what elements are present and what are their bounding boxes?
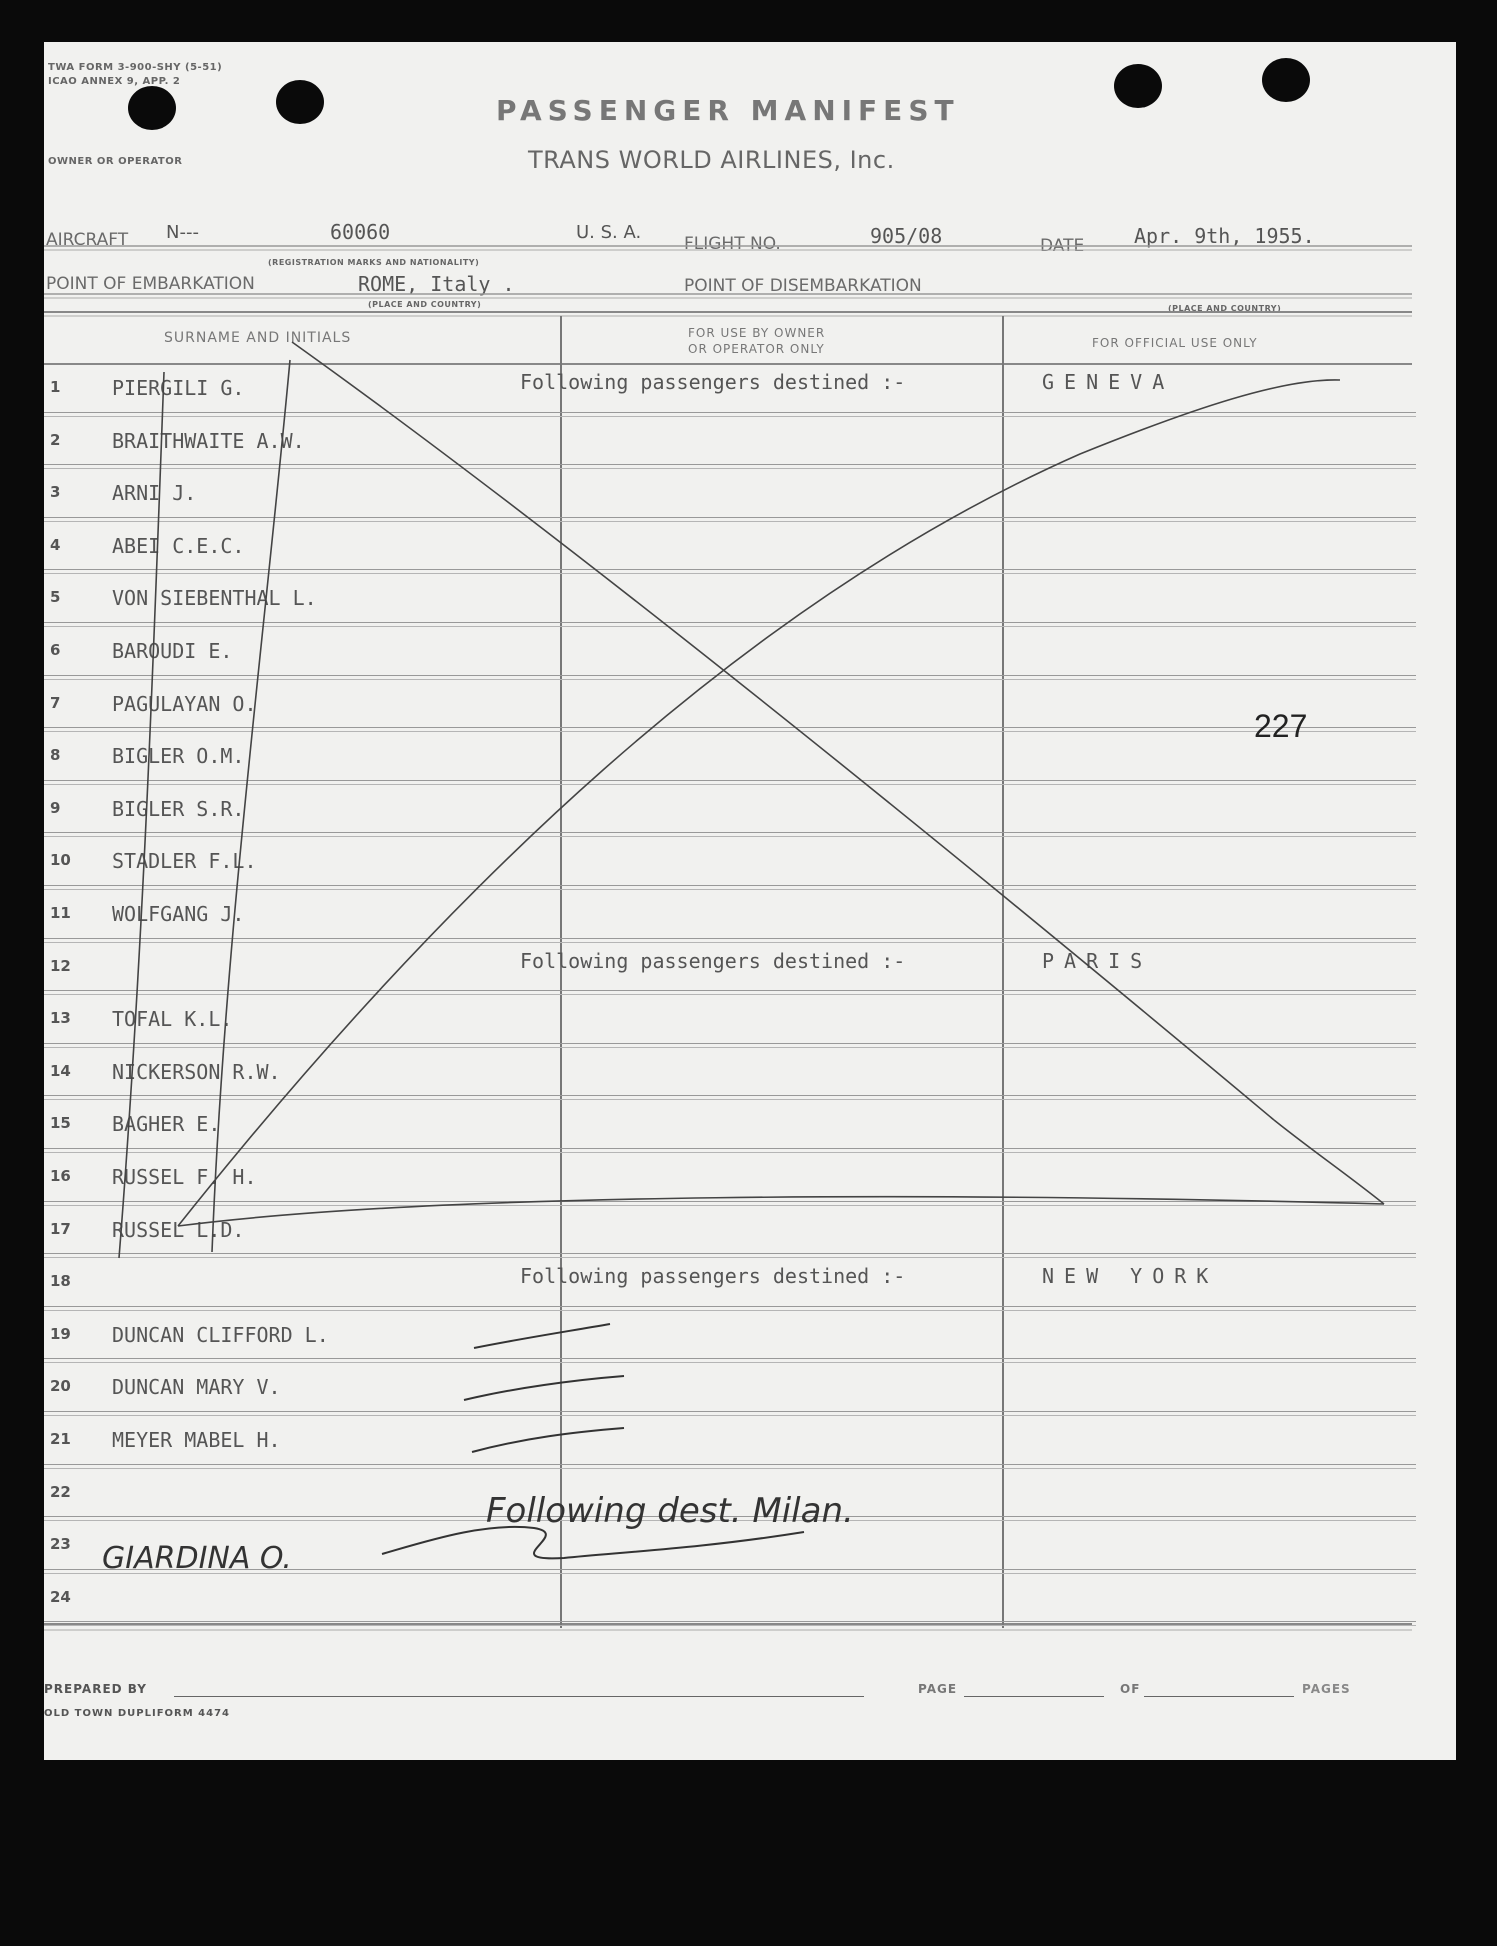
row-number: 17 (50, 1219, 71, 1238)
prepared-by-line (174, 1696, 864, 1697)
disembarkation-label: POINT OF DISEMBARKATION (684, 276, 922, 296)
passenger-name: VON SIEBENTHAL L. (112, 586, 317, 611)
row-number: 18 (50, 1272, 71, 1291)
table-row (44, 1258, 1456, 1311)
registration-caption: (REGISTRATION MARKS AND NATIONALITY) (268, 258, 480, 267)
aircraft-nationality: U. S. A. (576, 222, 642, 243)
row-number: 10 (50, 851, 71, 870)
table-row (44, 1100, 1456, 1153)
passenger-name: NICKERSON R.W. (112, 1059, 281, 1084)
row-number: 3 (50, 483, 61, 502)
passenger-name: TOFAL K.L. (112, 1007, 233, 1032)
row-number: 21 (50, 1430, 71, 1448)
row-number: 6 (50, 641, 61, 659)
destination-city: NEW YORK (1042, 1264, 1219, 1289)
destination-note: Following passengers destined :- (520, 370, 906, 394)
table-row (44, 1416, 1456, 1469)
passenger-name: RUSSEL L.D. (112, 1217, 245, 1242)
date-value: Apr. 9th, 1955. (1134, 224, 1315, 248)
row-number: 7 (50, 693, 61, 712)
page-label: PAGE (918, 1682, 958, 1696)
passenger-name: STADLER F.L. (112, 849, 257, 874)
flight-label: FLIGHT NO. (684, 234, 781, 254)
table-row (44, 1469, 1456, 1522)
table-row (44, 417, 1456, 470)
embarkation-value: ROME, Italy . (358, 272, 515, 296)
row-number: 22 (50, 1482, 71, 1501)
destination-note: Following passengers destined :- (520, 1264, 906, 1289)
passenger-name: PAGULAYAN O. (112, 691, 257, 716)
handwritten-name: GIARDINA O. (102, 1541, 292, 1576)
table-row (44, 1311, 1456, 1364)
row-number: 12 (50, 956, 71, 975)
passenger-name: DUNCAN MARY V. (112, 1375, 281, 1400)
printer-label: OLD TOWN DUPLIFORM 4474 (44, 1708, 230, 1719)
row-rule (44, 1621, 1416, 1626)
table-row (44, 995, 1456, 1048)
airline-name: TRANS WORLD AIRLINES, Inc. (528, 146, 895, 174)
embarkation-label: POINT OF EMBARKATION (46, 274, 255, 294)
passenger-name: RUSSEL F. H. (112, 1165, 257, 1189)
table-row (44, 364, 1456, 417)
passenger-name: ARNI J. (112, 481, 197, 506)
passenger-name: PIERGILI G. (112, 376, 245, 400)
row-number: 11 (50, 904, 71, 922)
row-number: 14 (50, 1061, 71, 1080)
icao-reference: ICAO ANNEX 9, APP. 2 (48, 76, 181, 87)
owner-label: OWNER OR OPERATOR (48, 156, 183, 167)
aircraft-label: AIRCRAFT (46, 230, 129, 250)
table-row (44, 785, 1456, 838)
table-row (44, 1574, 1456, 1627)
passenger-name: BAGHER E. (112, 1112, 221, 1137)
destination-note: Following passengers destined :- (520, 948, 906, 973)
form-code: TWA FORM 3-900-SHY (5-51) (48, 62, 223, 73)
passenger-name: BAROUDI E. (112, 639, 233, 663)
row-number: 16 (50, 1167, 71, 1185)
passenger-list (44, 42, 1456, 1760)
row-number: 5 (50, 588, 61, 607)
table-row (44, 522, 1456, 575)
prepared-by-label: PREPARED BY (44, 1682, 147, 1696)
passenger-name: BIGLER O.M. (112, 744, 245, 769)
stamp-number: 227 (1254, 708, 1308, 744)
page-line (964, 1696, 1104, 1697)
table-row (44, 837, 1456, 890)
passenger-name: BIGLER S.R. (112, 796, 245, 821)
table-row (44, 1521, 1456, 1574)
row-number: 20 (50, 1377, 71, 1396)
table-row (44, 1048, 1456, 1101)
passenger-name: BRAITHWAITE A.W. (112, 428, 305, 453)
table-row (44, 469, 1456, 522)
table-row (44, 680, 1456, 733)
passenger-name: ABEI C.E.C. (112, 533, 245, 558)
date-label: DATE (1040, 236, 1085, 256)
row-number: 4 (50, 535, 61, 554)
table-row (44, 943, 1456, 996)
row-number: 23 (50, 1535, 71, 1554)
place-caption-right: (PLACE AND COUNTRY) (1168, 304, 1282, 313)
column-header-owner-line1: FOR USE BY OWNER (688, 326, 826, 340)
flight-number: 905/08 (870, 224, 943, 248)
row-number: 2 (50, 430, 61, 449)
row-number: 13 (50, 1009, 71, 1028)
of-label: OF (1120, 1682, 1141, 1696)
passenger-name: WOLFGANG J. (112, 902, 245, 926)
passenger-name: MEYER MABEL H. (112, 1428, 281, 1452)
table-row (44, 574, 1456, 627)
column-header-official: FOR OFFICIAL USE ONLY (1092, 336, 1258, 350)
manifest-sheet (44, 42, 1456, 1760)
aircraft-prefix: N--- (166, 222, 199, 243)
of-line (1144, 1696, 1294, 1697)
column-header-surname: SURNAME AND INITIALS (164, 330, 352, 346)
table-row (44, 627, 1456, 680)
page-title: PASSENGER MANIFEST (496, 94, 960, 127)
column-header-owner-line2: OR OPERATOR ONLY (688, 342, 825, 356)
row-number: 1 (50, 378, 61, 396)
table-row (44, 1153, 1456, 1206)
destination-city: PARIS (1042, 948, 1153, 973)
place-caption: (PLACE AND COUNTRY) (368, 300, 482, 309)
destination-city: GENEVA (1042, 370, 1175, 394)
row-number: 19 (50, 1324, 71, 1343)
passenger-name: DUNCAN CLIFFORD L. (112, 1322, 329, 1347)
table-row (44, 1206, 1456, 1259)
aircraft-number: 60060 (330, 220, 391, 244)
row-number: 24 (50, 1587, 71, 1606)
table-row (44, 1363, 1456, 1416)
table-row (44, 732, 1456, 785)
table-row (44, 890, 1456, 943)
handwritten-note: Following dest. Milan. (486, 1491, 854, 1531)
row-number: 9 (50, 798, 61, 817)
row-number: 15 (50, 1114, 71, 1133)
pages-label: PAGES (1302, 1682, 1351, 1696)
row-number: 8 (50, 746, 61, 765)
